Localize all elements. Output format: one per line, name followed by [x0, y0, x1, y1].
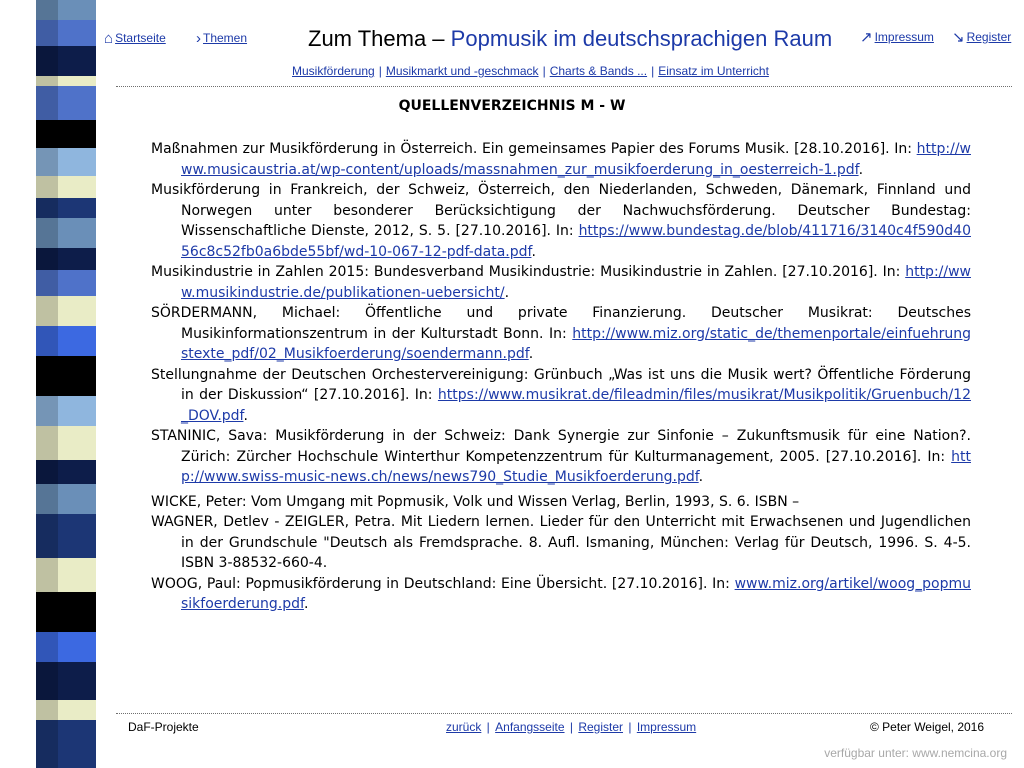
home-nav[interactable]	[104, 30, 166, 47]
footer-site-name: DaF-Projekte	[128, 720, 199, 734]
reference-item: WOOG, Paul: Popmusikförderung in Deutschland: Eine Übersicht. [27.10.2016]. In: www.miz.org/artikel/woog_popmusikfoerderung.pdf.	[151, 575, 971, 612]
decorative-side-strip	[36, 0, 96, 768]
footer-copyright: © Peter Weigel, 2016	[870, 720, 985, 734]
page-title-prefix: Zum Thema –	[308, 26, 445, 51]
reference-item: Musikförderung in Frankreich, der Schweiz, Österreich, den Niederlanden, Schweden, Dänemark, Finnland und Norwegen unter besonderer Berücksichtigung der Nachwuchsförderung. Deutscher Bundestag: Wissenschaftliche Dienste, 2012, S. 5. [27.10.2016]. In: https://www.bundestag.de/blob/411716/3140c4f590d4056c8c52fb0a6bde55bf/wd-10-067-12-pdf-data.pdf.	[151, 182, 971, 260]
subnav-charts-bands[interactable]: Charts & Bands ...	[549, 64, 648, 78]
imprint-link[interactable]: Impressum	[874, 30, 934, 44]
subnav-einsatz-unterricht[interactable]: Einsatz im Unterricht	[658, 64, 769, 78]
footer-availability: verfügbar unter: www.nemcina.org	[824, 746, 1007, 760]
reference-link[interactable]: www.miz.org/artikel/woog_popmusikfoerderung.pdf	[181, 575, 971, 612]
reference-item: STANINIC, Sava: Musikförderung in der Schweiz: Dank Synergie zur Sinfonie – Zukunftsmusik für eine Nation?. Zürich: Zürcher Hochschule Winterthur Kompetenzzentrum für Kulturmanagement, 2005. [27.10.2016]. In: http://www.swiss-music-news.ch/news/news790_Studie_Musikfoerderung.pdf.	[151, 428, 971, 485]
bottom-divider	[116, 713, 1012, 714]
reference-link[interactable]: http://www.musicaustria.at/wp-content/uploads/massnahmen_zur_musikfoerderung_in_oesterreich-1.pdf	[181, 141, 971, 178]
page-title	[308, 26, 832, 52]
imprint-nav[interactable]	[860, 28, 934, 46]
topics-nav[interactable]	[196, 30, 247, 47]
footer-register-link[interactable]: Register	[578, 720, 624, 734]
subnav-musikfoerderung[interactable]: Musikförderung	[292, 64, 375, 78]
reference-list	[151, 139, 971, 615]
footer-back-link[interactable]: zurück	[446, 720, 482, 734]
chevron-icon: ›	[196, 30, 201, 47]
home-link[interactable]: Startseite	[115, 31, 166, 45]
page-title-topic: Popmusik im deutschsprachigen Raum	[450, 26, 833, 51]
reference-link[interactable]: https://www.musikrat.de/fileadmin/files/musikrat/Musikpolitik/Gruenbuch/12_DOV.pdf	[181, 387, 971, 424]
arrow-icon: ↗	[860, 29, 873, 46]
section-heading: QUELLENVERZEICHNIS M - W	[398, 98, 626, 114]
subnav-musikmarkt[interactable]: Musikmarkt und -geschmack	[385, 64, 539, 78]
reference-link[interactable]: http://www.swiss-music-news.ch/news/news790_Studie_Musikfoerderung.pdf	[181, 448, 971, 485]
sub-navigation: Musikförderung | Musikmarkt und -geschmack | Charts & Bands ... | Einsatz im Unterricht	[292, 64, 769, 78]
reference-item: Maßnahmen zur Musikförderung in Österreich. Ein gemeinsames Papier des Forums Musik. [28.10.2016]. In: http://www.musicaustria.at/wp-content/uploads/massnahmen_zur_musikfoerderung_in_oesterreich-1.pdf.	[151, 141, 971, 178]
house-outline-icon: ⌂	[104, 30, 114, 47]
reference-item: Musikindustrie in Zahlen 2015: Bundesverband Musikindustrie: Musikindustrie in Zahlen. [27.10.2016]. In: http://www.musikindustrie.de/publikationen-uebersicht/.	[151, 264, 971, 301]
reference-item: WICKE, Peter: Vom Umgang mit Popmusik, Volk und Wissen Verlag, Berlin, 1993, S. 6. ISBN –	[151, 493, 800, 510]
reference-item: WAGNER, Detlev - ZEIGLER, Petra. Mit Liedern lernen. Lieder für den Unterricht mit Erwachsenen und Jugendlichen in der Grundschule "Deutsch als Fremdsprache. 8. Aufl. Ismaning, München: Verlag für Deutsch, 1996. S. 4-5. ISBN 3-88532-660-4.	[151, 514, 971, 571]
topics-link[interactable]: Themen	[203, 31, 248, 45]
footer-home-link[interactable]: Anfangsseite	[495, 720, 565, 734]
register-link[interactable]: Register	[966, 30, 1012, 44]
reference-item: SÖRDERMANN, Michael: Öffentliche und private Finanzierung. Deutscher Musikrat: Deutsches Musikinformationszentrum in der Kulturstadt Bonn. In: http://www.miz.org/static_de/themenportale/einfuehrungstexte_pdf/02_Musikfoerderung/soendermann.pdf.	[151, 305, 971, 362]
arrow-icon: ↘	[952, 29, 965, 46]
top-divider	[116, 86, 1012, 87]
footer-imprint-link[interactable]: Impressum	[636, 720, 697, 734]
register-nav[interactable]	[952, 28, 1011, 46]
reference-link[interactable]: https://www.bundestag.de/blob/411716/3140c4f590d4056c8c52fb0a6bde55bf/wd-10-067-12-pdf-data.pdf	[181, 223, 971, 260]
reference-link[interactable]: http://www.miz.org/static_de/themenportale/einfuehrungstexte_pdf/02_Musikfoerderung/soendermann.pdf	[181, 325, 971, 362]
footer-links: zurück | Anfangsseite | Register | Impressum	[446, 720, 697, 734]
reference-item: Stellungnahme der Deutschen Orchestervereinigung: Grünbuch „Was ist uns die Musik wert? Öffentliche Förderung in der Diskussion“ [27.10.2016]. In: https://www.musikrat.de/fileadmin/files/musikrat/Musikpolitik/Gruenbuch/12_DOV.pdf.	[151, 366, 971, 424]
reference-link[interactable]: http://www.musikindustrie.de/publikationen-uebersicht/	[181, 264, 971, 301]
